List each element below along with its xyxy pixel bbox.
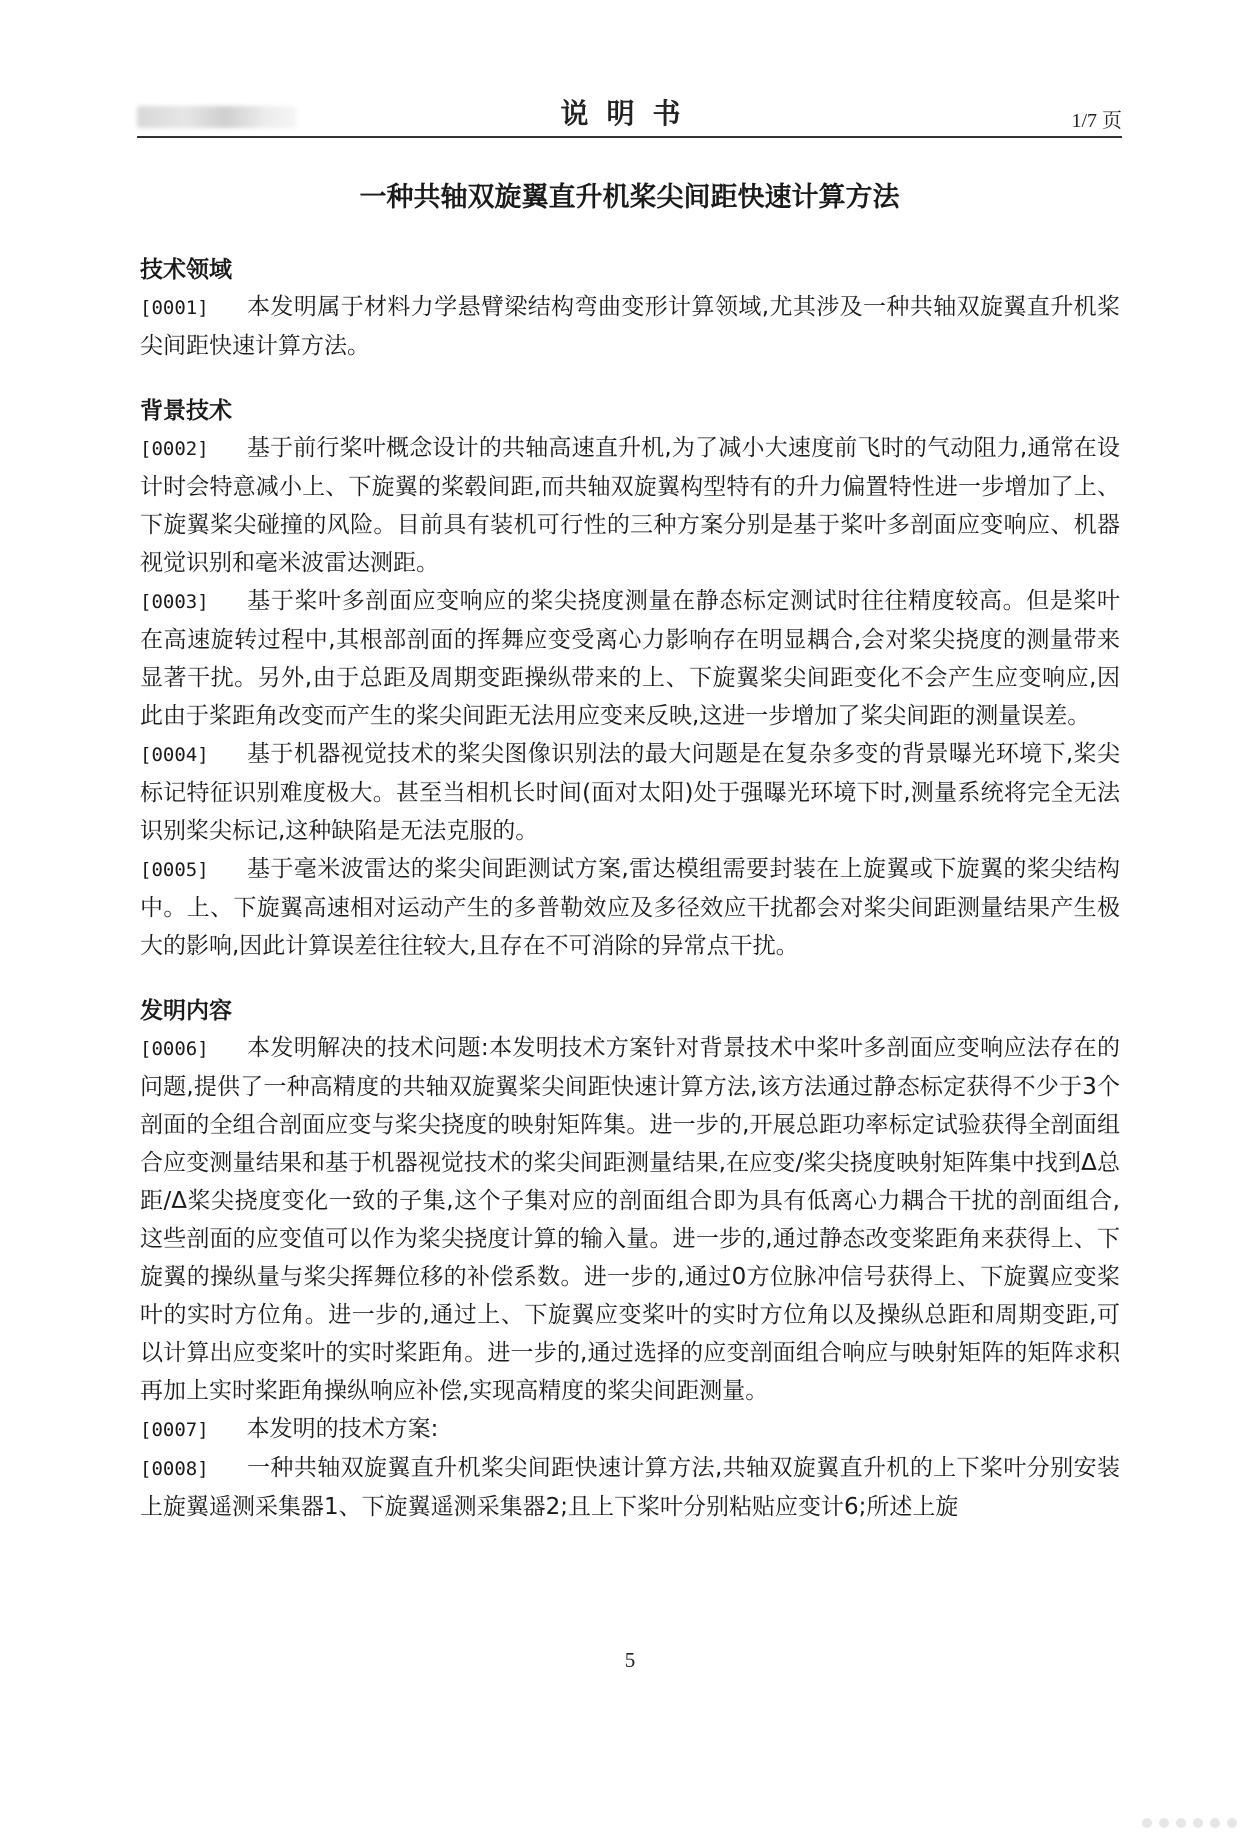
paragraph-text: 一种共轴双旋翼直升机桨尖间距快速计算方法,共轴双旋翼直升机的上下桨叶分别安装上旋翼遥测采集器1、下旋翼遥测采集器2;且上下桨叶分别粘贴应变计6;所述上旋 bbox=[140, 1455, 1120, 1520]
paragraph-number: [0007] bbox=[140, 1419, 209, 1441]
section-heading: 背景技术 bbox=[140, 398, 232, 424]
paragraph-text: 本发明属于材料力学悬臂梁结构弯曲变形计算领域,尤其涉及一种共轴双旋翼直升机桨尖间距快速计算方法。 bbox=[140, 294, 1120, 359]
paragraph-text: 基于毫米波雷达的桨尖间距测试方案,雷达模组需要封装在上旋翼或下旋翼的桨尖结构中。上、下旋翼高速相对运动产生的多普勒效应及多径效应干扰都会对桨尖间距测量结果产生极大的影响,因此计算误差往往较大,且存在不可消除的异常点干扰。 bbox=[140, 856, 1120, 959]
section-summary bbox=[140, 993, 1120, 1526]
paragraph-number: [0002] bbox=[140, 438, 209, 460]
viewer-scroll-indicator bbox=[1142, 1816, 1252, 1830]
paragraph bbox=[140, 1410, 1120, 1449]
section-heading: 发明内容 bbox=[140, 998, 232, 1024]
paragraph-number: [0004] bbox=[140, 744, 209, 766]
paragraph bbox=[140, 1029, 1120, 1410]
section-technical-field bbox=[140, 252, 1120, 365]
paragraph bbox=[140, 429, 1120, 582]
paragraph-text: 本发明的技术方案: bbox=[246, 1416, 439, 1442]
paragraph-text: 基于桨叶多剖面应变响应的桨尖挠度测量在静态标定测试时往往精度较高。但是桨叶在高速旋转过程中,其根部剖面的挥舞应变受离心力影响存在明显耦合,会对桨尖挠度的测量带来显著干扰。另外,由于总距及周期变距操纵带来的上、下旋翼桨尖间距变化不会产生应变响应,因此由于桨距角改变而产生的桨尖间距无法用应变来反映,这进一步增加了桨尖间距的测量误差。 bbox=[140, 588, 1120, 729]
header-page-indicator: 1/7 页 bbox=[1071, 110, 1122, 132]
paragraph-text: 基于前行桨叶概念设计的共轴高速直升机,为了减小大速度前飞时的气动阻力,通常在设计时会特意减小上、下旋翼的桨毂间距,而共轴双旋翼构型特有的升力偏置特性进一步增加了上、下旋翼桨尖碰撞的风险。目前具有装机可行性的三种方案分别是基于桨叶多剖面应变响应、机器视觉识别和毫米波雷达测距。 bbox=[140, 435, 1120, 576]
paragraph-number: [0001] bbox=[140, 297, 209, 319]
header-title: 说明书 bbox=[560, 97, 699, 130]
paragraph-number: [0005] bbox=[140, 859, 209, 881]
document-title: 一种共轴双旋翼直升机桨尖间距快速计算方法 bbox=[359, 182, 900, 213]
paragraph bbox=[140, 850, 1120, 965]
paragraph-text: 本发明解决的技术问题:本发明技术方案针对背景技术中桨叶多剖面应变响应法存在的问题,提供了一种高精度的共轴双旋翼桨尖间距快速计算方法,该方法通过静态标定获得不少于3个剖面的全组合剖面应变与桨尖挠度的映射矩阵集。进一步的,开展总距功率标定试验获得全剖面组合应变测量结果和基于机器视觉技术的桨尖间距测量结果,在应变/桨尖挠度映射矩阵集中找到Δ总距/Δ桨尖挠度变化一致的子集,这个子集对应的剖面组合即为具有低离心力耦合干扰的剖面组合,这些剖面的应变值可以作为桨尖挠度计算的输入量。进一步的,通过静态改变桨距角来获得上、下旋翼的操纵量与桨尖挥舞位移的补偿系数。进一步的,通过0方位脉冲信号获得上、下旋翼应变桨叶的实时方位角。进一步的,通过上、下旋翼应变桨叶的实时方位角以及操纵总距和周期变距,可以计算出应变桨叶的实时桨距角。进一步的,通过选择的应变剖面组合响应与映射矩阵的矩阵求积再加上实时桨距角操纵响应补偿,实现高精度的桨尖间距测量。 bbox=[140, 1035, 1120, 1404]
page-number: 5 bbox=[624, 1648, 636, 1672]
section-background bbox=[140, 393, 1120, 965]
paragraph-text: 基于机器视觉技术的桨尖图像识别法的最大问题是在复杂多变的背景曝光环境下,桨尖标记特征识别难度极大。甚至当相机长时间(面对太阳)处于强曝光环境下时,测量系统将完全无法识别桨尖标记,这种缺陷是无法克服的。 bbox=[140, 741, 1120, 844]
paragraph bbox=[140, 1449, 1120, 1526]
paragraph-number: [0003] bbox=[140, 591, 209, 613]
section-heading: 技术领域 bbox=[140, 257, 232, 283]
paragraph bbox=[140, 288, 1120, 365]
page-header bbox=[137, 88, 1122, 138]
paragraph bbox=[140, 735, 1120, 850]
paragraph bbox=[140, 582, 1120, 735]
paragraph-number: [0008] bbox=[140, 1458, 209, 1480]
paragraph-number: [0006] bbox=[140, 1038, 209, 1060]
document-body bbox=[140, 252, 1120, 1526]
